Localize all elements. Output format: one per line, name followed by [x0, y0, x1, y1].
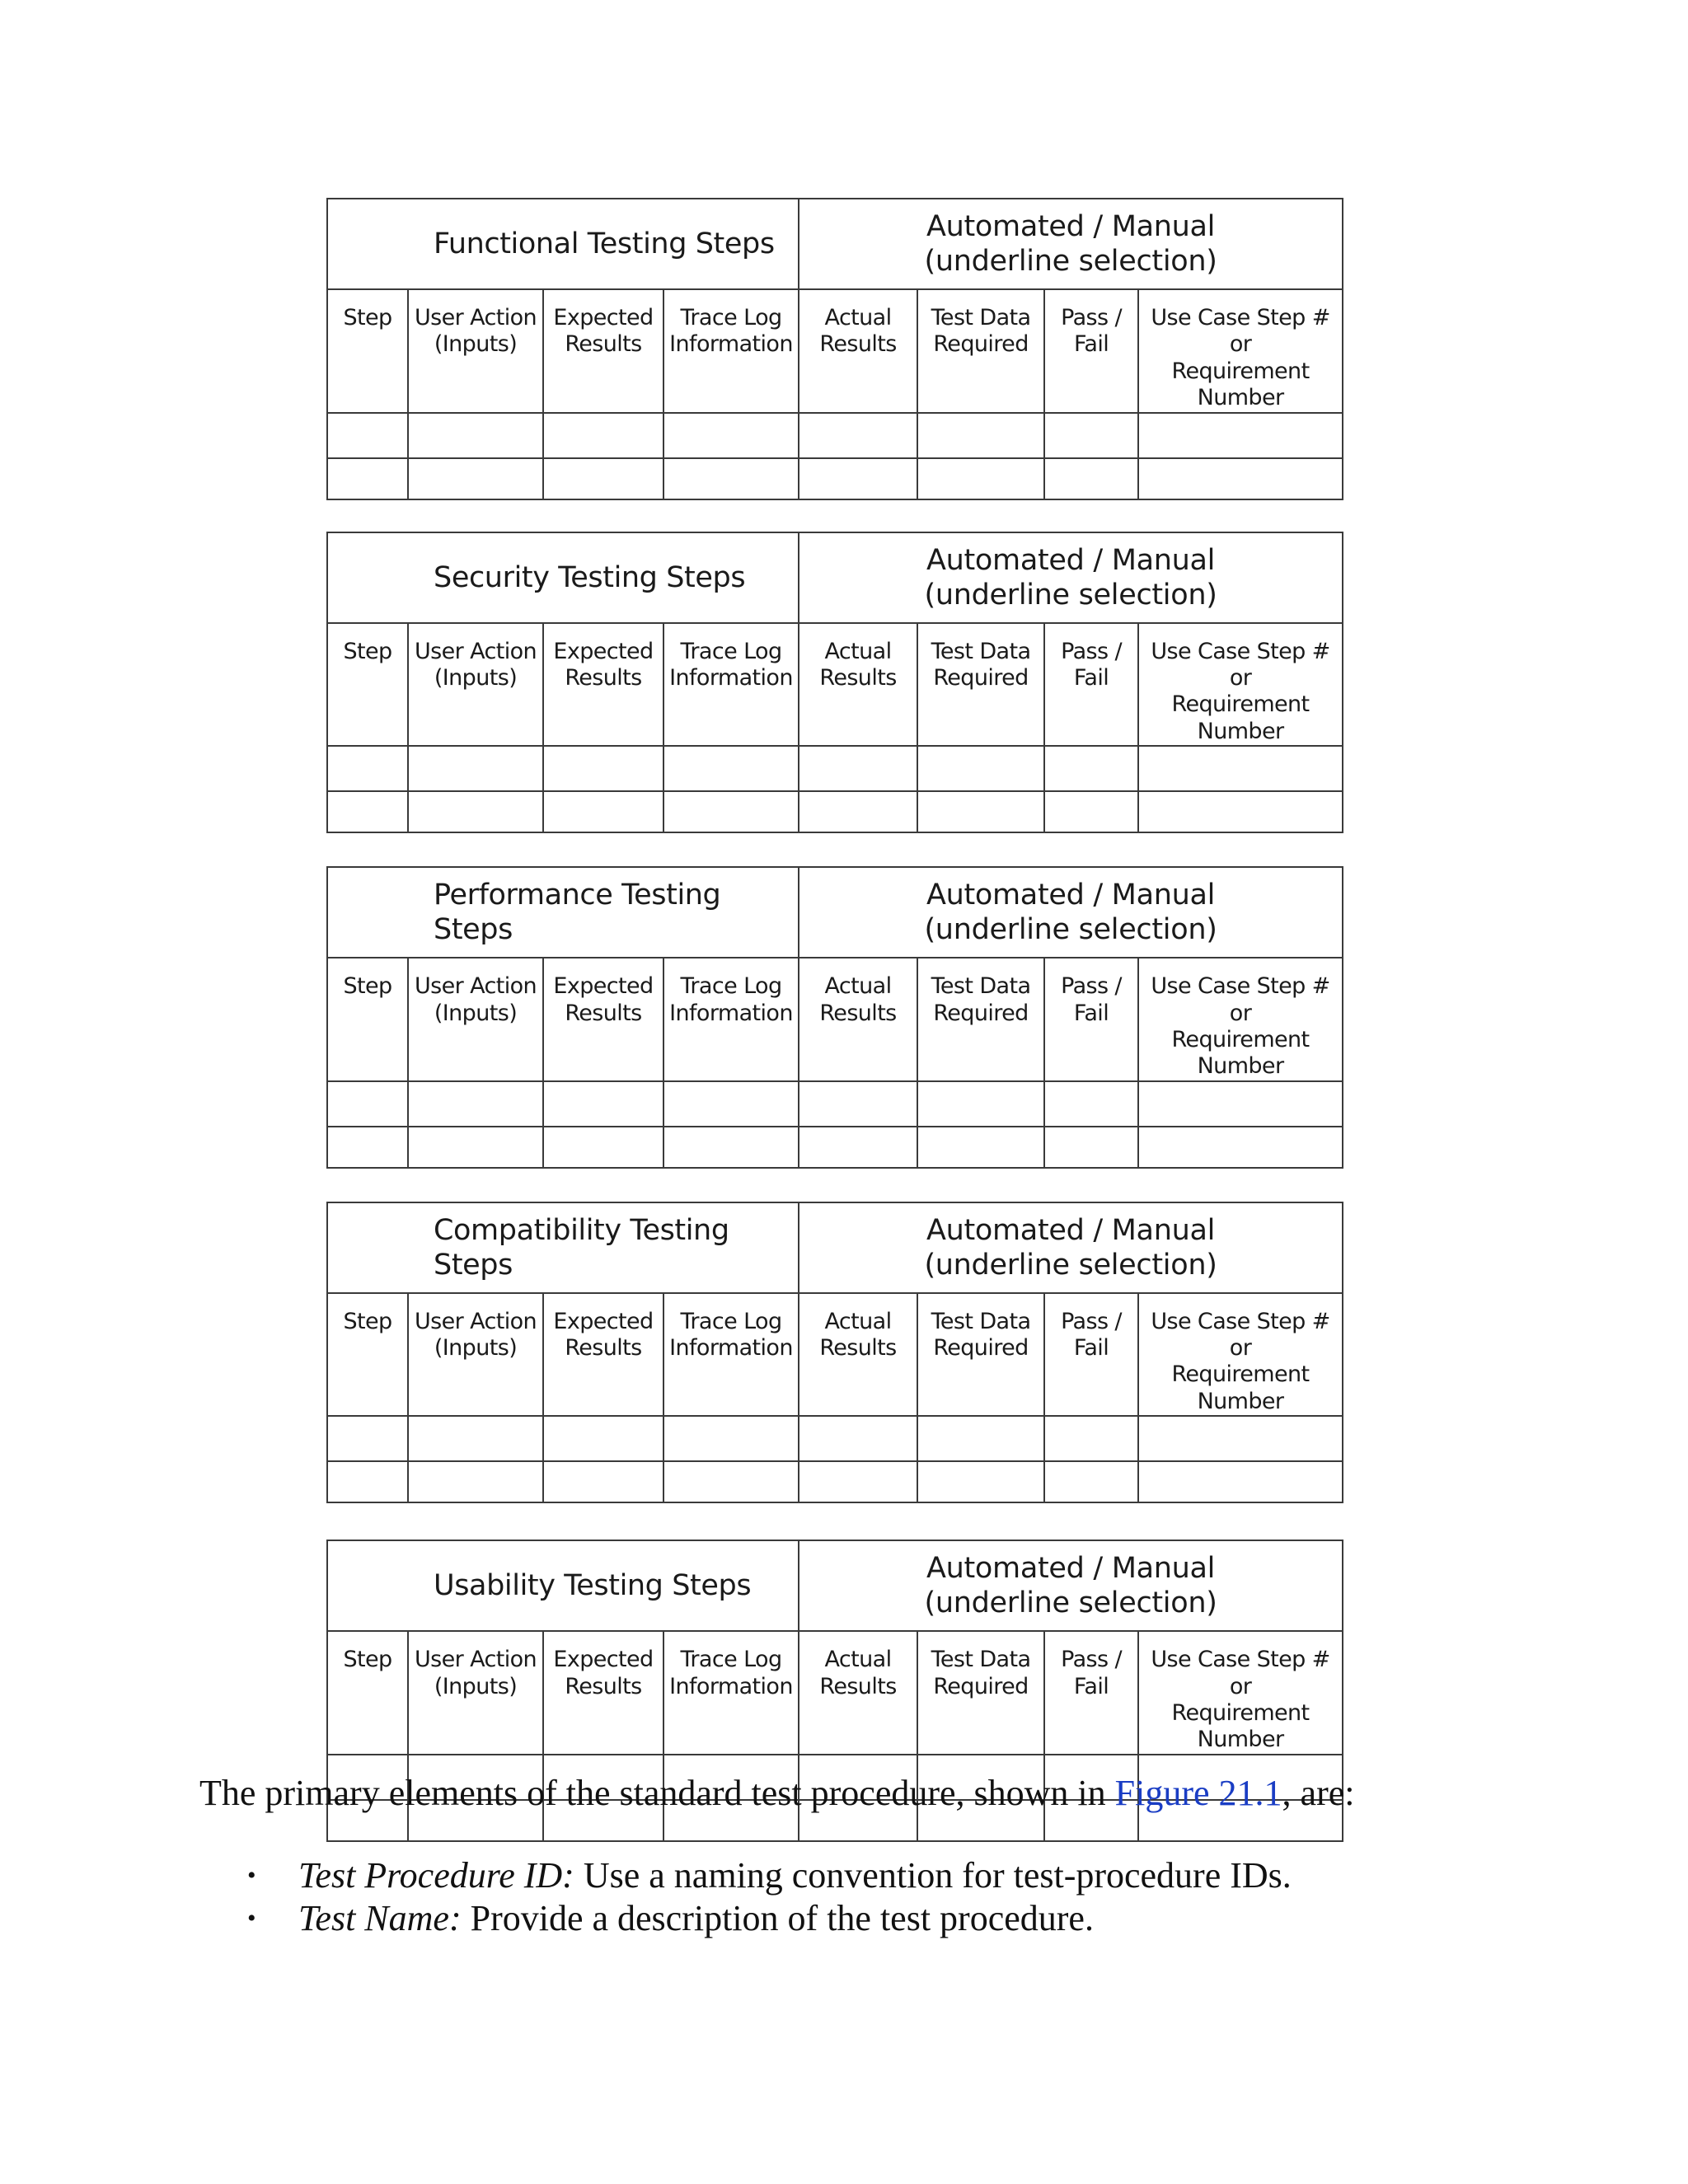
- col-header-trace-log: Trace Log Information: [663, 289, 799, 413]
- col-header-actual-results: Actual Results: [799, 1631, 917, 1755]
- col-header-trace-log: Trace Log Information: [663, 958, 799, 1081]
- table-cell[interactable]: [1138, 791, 1343, 832]
- table-cell[interactable]: [799, 1081, 917, 1127]
- mode-label-line2: (underline selection): [924, 578, 1217, 612]
- table-cell[interactable]: [1138, 1461, 1343, 1502]
- col-header-pass-fail: Pass / Fail: [1044, 1631, 1138, 1755]
- mode-label-line2: (underline selection): [924, 1586, 1217, 1620]
- table-row: [327, 1461, 1343, 1502]
- bullet-icon: •: [247, 1905, 256, 1932]
- table-cell[interactable]: [408, 458, 543, 499]
- table-cell[interactable]: [543, 791, 663, 832]
- col-header-step: Step: [327, 1631, 408, 1755]
- col-header-pass-fail: Pass / Fail: [1044, 958, 1138, 1081]
- col-header-user-action: User Action (Inputs): [408, 289, 543, 413]
- table-cell[interactable]: [663, 746, 799, 791]
- table-cell[interactable]: [1044, 458, 1138, 499]
- element-list: [247, 1854, 1292, 1940]
- table-cell[interactable]: [799, 1416, 917, 1461]
- table-cell[interactable]: [1044, 791, 1138, 832]
- caption-text-after: , are:: [1282, 1773, 1355, 1813]
- col-header-test-data: Test Data Required: [917, 1293, 1044, 1417]
- table-cell[interactable]: [327, 458, 408, 499]
- table-cell[interactable]: [408, 746, 543, 791]
- mode-label-line1: Automated / Manual: [926, 879, 1216, 912]
- col-header-use-case: Use Case Step # or Requirement Number: [1138, 1631, 1343, 1755]
- mode-label-line1: Automated / Manual: [926, 543, 1216, 577]
- table-cell[interactable]: [799, 413, 917, 458]
- list-item-term: Test Procedure ID:: [298, 1855, 574, 1896]
- col-header-trace-log: Trace Log Information: [663, 1293, 799, 1417]
- col-header-use-case: Use Case Step # or Requirement Number: [1138, 958, 1343, 1081]
- col-header-step: Step: [327, 289, 408, 413]
- col-header-trace-log: Trace Log Information: [663, 623, 799, 747]
- table-cell[interactable]: [663, 413, 799, 458]
- table-cell[interactable]: [1138, 1127, 1343, 1168]
- table-cell[interactable]: [917, 746, 1044, 791]
- mode-label-line2: (underline selection): [924, 913, 1217, 947]
- col-header-user-action: User Action (Inputs): [408, 1631, 543, 1755]
- table-title: Security Testing Steps: [327, 532, 799, 623]
- col-header-use-case: Use Case Step # or Requirement Number: [1138, 289, 1343, 413]
- col-header-actual-results: Actual Results: [799, 1293, 917, 1417]
- compatibility-testing-table: [326, 1202, 1343, 1504]
- caption-text-before: The primary elements of the standard test procedure, shown in: [199, 1773, 1115, 1813]
- automated-manual-selection[interactable]: [799, 532, 1343, 623]
- table-cell[interactable]: [799, 1127, 917, 1168]
- table-cell[interactable]: [1138, 746, 1343, 791]
- col-header-pass-fail: Pass / Fail: [1044, 623, 1138, 747]
- table-cell[interactable]: [1044, 1416, 1138, 1461]
- col-header-user-action: User Action (Inputs): [408, 623, 543, 747]
- col-header-expected-results: Expected Results: [543, 958, 663, 1081]
- table-row: [327, 458, 1343, 499]
- table-cell[interactable]: [1138, 1416, 1343, 1461]
- table-cell[interactable]: [1044, 1081, 1138, 1127]
- table-row: [327, 746, 1343, 791]
- table-cell[interactable]: [799, 458, 917, 499]
- table-cell[interactable]: [327, 1081, 408, 1127]
- col-header-test-data: Test Data Required: [917, 1631, 1044, 1755]
- mode-label-line2: (underline selection): [924, 1248, 1217, 1282]
- table-cell[interactable]: [543, 746, 663, 791]
- col-header-actual-results: Actual Results: [799, 623, 917, 747]
- table-row: [327, 1416, 1343, 1461]
- table-cell[interactable]: [663, 791, 799, 832]
- list-item-text: Use a naming convention for test-procedure IDs.: [574, 1855, 1292, 1896]
- table-cell[interactable]: [1044, 746, 1138, 791]
- table-title: Usability Testing Steps: [327, 1540, 799, 1631]
- automated-manual-selection[interactable]: [799, 1540, 1343, 1631]
- col-header-trace-log: Trace Log Information: [663, 1631, 799, 1755]
- table-cell[interactable]: [917, 1416, 1044, 1461]
- col-header-use-case: Use Case Step # or Requirement Number: [1138, 623, 1343, 747]
- col-header-expected-results: Expected Results: [543, 1631, 663, 1755]
- automated-manual-selection[interactable]: [799, 199, 1343, 289]
- table-cell[interactable]: [917, 413, 1044, 458]
- table-cell[interactable]: [917, 791, 1044, 832]
- col-header-actual-results: Actual Results: [799, 958, 917, 1081]
- table-cell[interactable]: [1044, 413, 1138, 458]
- table-cell[interactable]: [408, 413, 543, 458]
- col-header-pass-fail: Pass / Fail: [1044, 289, 1138, 413]
- table-cell[interactable]: [663, 1081, 799, 1127]
- mode-label-line1: Automated / Manual: [926, 1552, 1216, 1586]
- table-title: Functional Testing Steps: [327, 199, 799, 289]
- automated-manual-selection[interactable]: [799, 867, 1343, 958]
- col-header-step: Step: [327, 958, 408, 1081]
- table-cell[interactable]: [917, 1127, 1044, 1168]
- test-procedure-figure: [326, 198, 1342, 1842]
- table-title: Compatibility Testing Steps: [327, 1202, 799, 1293]
- table-cell[interactable]: [543, 1081, 663, 1127]
- table-cell[interactable]: [327, 746, 408, 791]
- table-row: [327, 791, 1343, 832]
- table-cell[interactable]: [408, 791, 543, 832]
- table-cell[interactable]: [799, 791, 917, 832]
- col-header-test-data: Test Data Required: [917, 623, 1044, 747]
- table-cell[interactable]: [663, 1416, 799, 1461]
- col-header-test-data: Test Data Required: [917, 958, 1044, 1081]
- mode-label-line1: Automated / Manual: [926, 1213, 1216, 1247]
- functional-testing-table: [326, 198, 1343, 500]
- col-header-expected-results: Expected Results: [543, 1293, 663, 1417]
- table-cell[interactable]: [408, 1461, 543, 1502]
- table-cell[interactable]: [1044, 1127, 1138, 1168]
- col-header-expected-results: Expected Results: [543, 623, 663, 747]
- col-header-pass-fail: Pass / Fail: [1044, 1293, 1138, 1417]
- table-row: [327, 1127, 1343, 1168]
- list-item-term: Test Name:: [298, 1898, 462, 1938]
- table-cell[interactable]: [327, 791, 408, 832]
- col-header-expected-results: Expected Results: [543, 289, 663, 413]
- table-cell[interactable]: [408, 1416, 543, 1461]
- table-cell[interactable]: [1138, 413, 1343, 458]
- col-header-test-data: Test Data Required: [917, 289, 1044, 413]
- table-cell[interactable]: [327, 1127, 408, 1168]
- automated-manual-selection[interactable]: [799, 1202, 1343, 1293]
- table-row: [327, 1081, 1343, 1127]
- table-cell[interactable]: [543, 1461, 663, 1502]
- list-item: [247, 1854, 1292, 1897]
- table-cell[interactable]: [327, 1461, 408, 1502]
- table-cell[interactable]: [799, 746, 917, 791]
- table-cell[interactable]: [1138, 458, 1343, 499]
- mode-label-line2: (underline selection): [924, 245, 1217, 278]
- col-header-step: Step: [327, 1293, 408, 1417]
- table-cell[interactable]: [1044, 1461, 1138, 1502]
- performance-testing-table: [326, 866, 1343, 1169]
- table-row: [327, 413, 1343, 458]
- table-cell[interactable]: [917, 1081, 1044, 1127]
- col-header-step: Step: [327, 623, 408, 747]
- table-cell[interactable]: [327, 413, 408, 458]
- table-cell[interactable]: [799, 1461, 917, 1502]
- table-title: Performance Testing Steps: [327, 867, 799, 958]
- table-cell[interactable]: [408, 1127, 543, 1168]
- col-header-user-action: User Action (Inputs): [408, 1293, 543, 1417]
- bullet-icon: •: [247, 1862, 256, 1889]
- table-cell[interactable]: [543, 413, 663, 458]
- figure-caption-paragraph: [199, 1772, 1354, 1814]
- table-cell[interactable]: [663, 1461, 799, 1502]
- table-cell[interactable]: [663, 1127, 799, 1168]
- table-cell[interactable]: [917, 458, 1044, 499]
- list-item: [247, 1897, 1292, 1940]
- col-header-use-case: Use Case Step # or Requirement Number: [1138, 1293, 1343, 1417]
- figure-link[interactable]: Figure 21.1: [1114, 1773, 1282, 1813]
- table-cell[interactable]: [663, 458, 799, 499]
- security-testing-table: [326, 532, 1343, 834]
- table-cell[interactable]: [543, 1127, 663, 1168]
- col-header-actual-results: Actual Results: [799, 289, 917, 413]
- mode-label-line1: Automated / Manual: [926, 210, 1216, 243]
- table-cell[interactable]: [543, 1416, 663, 1461]
- list-item-text: Provide a description of the test procedure.: [461, 1898, 1094, 1938]
- table-cell[interactable]: [917, 1461, 1044, 1502]
- table-cell[interactable]: [543, 458, 663, 499]
- table-cell[interactable]: [408, 1081, 543, 1127]
- table-cell[interactable]: [1138, 1081, 1343, 1127]
- table-cell[interactable]: [327, 1416, 408, 1461]
- col-header-user-action: User Action (Inputs): [408, 958, 543, 1081]
